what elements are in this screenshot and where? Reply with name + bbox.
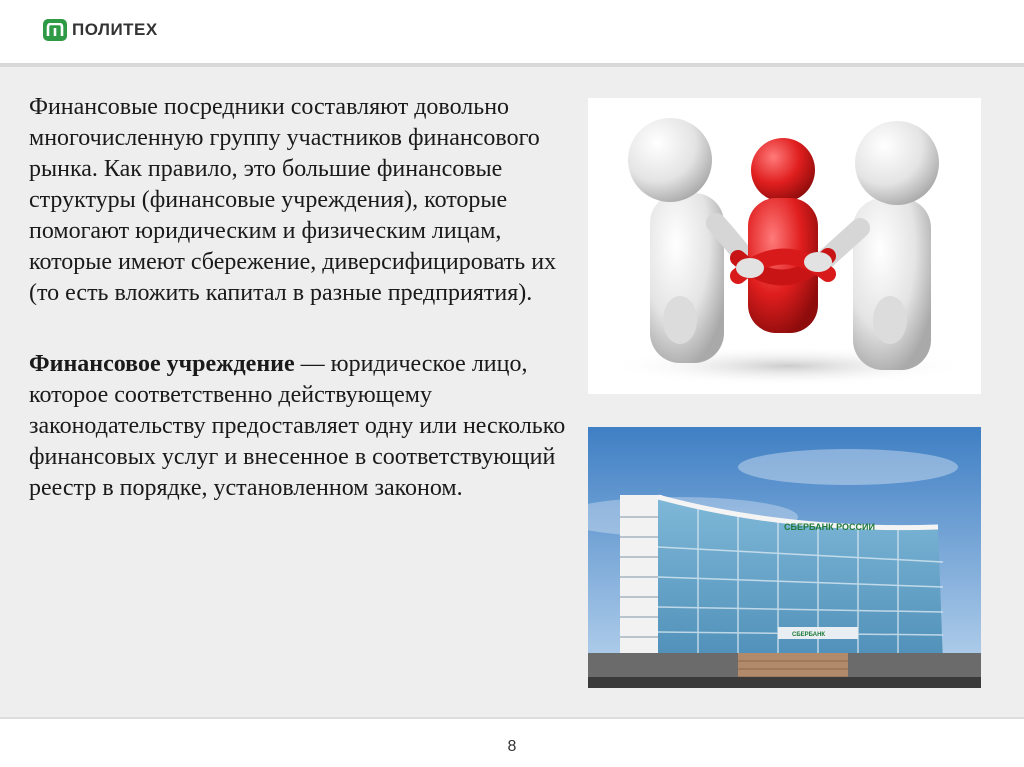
header (0, 0, 1024, 64)
entrance-sign: СБЕРБАНК (792, 632, 826, 638)
white-figure-right (820, 121, 939, 370)
footer-divider (0, 717, 1024, 719)
red-figure (738, 138, 828, 333)
logo (43, 19, 158, 41)
figures-illustration (588, 98, 981, 394)
paragraph-definition (29, 349, 574, 504)
politech-logo-icon (43, 19, 67, 41)
definition-term: Финансовое учреждение (29, 351, 295, 377)
definition-text: — юридическое лицо, которое соответственно действующему законодательству предоставляет одну или несколько финансовых услуг и внесенное в соответствующий реестр в порядке, установленном законом. (29, 351, 566, 501)
logo-text: ПОЛИТЕХ (72, 20, 158, 39)
paragraph-intermediaries: Финансовые посредники составляют довольно многочисленную группу участников финансового рынка. Как правило, это большие финансовые структуры (финансовые учреждения), которые помогают юридическим и физическим лицам, которые имеют сбережение, диверсифицировать их (то есть вложить капитал в разные предприятия). (29, 94, 557, 306)
sberbank-building-photo (588, 427, 981, 688)
page-number: 8 (507, 738, 517, 755)
text-column (29, 92, 574, 504)
slide-content (0, 67, 1024, 717)
white-figure-left (628, 118, 753, 363)
building-sign: СБЕРБАНК РОССИИ (784, 522, 875, 532)
